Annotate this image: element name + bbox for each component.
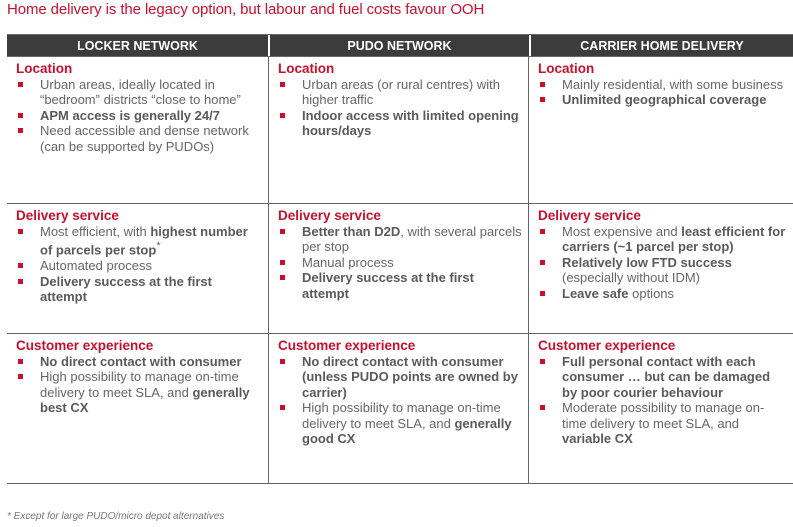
cell-pudo-delivery-service bbox=[268, 203, 529, 333]
bullet-item bbox=[16, 258, 262, 273]
cell-home-location bbox=[529, 56, 793, 203]
bullet-item bbox=[278, 400, 522, 446]
bullet-text-bold: Full personal contact with each consumer … but can be damaged by poor courier behaviour bbox=[562, 354, 771, 400]
bullet-list bbox=[538, 77, 787, 108]
cell-pudo-customer-experience bbox=[268, 333, 529, 483]
page-title: Home delivery is the legacy option, but labour and fuel costs favour OOH bbox=[7, 1, 485, 18]
bullet-item bbox=[278, 354, 522, 400]
column-header-pudo: PUDO NETWORK bbox=[268, 35, 529, 56]
cell-title: Location bbox=[278, 61, 335, 76]
bullet-text: High possibility to manage on-time delivery to meet SLA, and bbox=[302, 400, 501, 431]
bullet-text-bold: Better than D2D bbox=[302, 224, 401, 239]
bullet-item bbox=[278, 270, 522, 301]
bullet-text-bold: Delivery success at the first attempt bbox=[302, 270, 474, 301]
bullet-text: Urban areas, ideally located in “bedroom” districts “close to home” bbox=[40, 77, 241, 108]
bullet-text: (especially without IDM) bbox=[562, 270, 700, 286]
bullet-item bbox=[538, 400, 787, 446]
cell-locker-location bbox=[7, 56, 268, 203]
bullet-item bbox=[538, 286, 787, 301]
bullet-text: , with several parcels per stop bbox=[302, 224, 522, 255]
bullet-text-bold: Leave safe bbox=[562, 285, 629, 301]
bullet-item bbox=[16, 77, 262, 108]
bullet-text-bold: Delivery success at the first attempt bbox=[40, 273, 212, 304]
bullet-text: Manual process bbox=[302, 254, 394, 270]
bullet-text: Urban areas (or rural centres) with higher traffic bbox=[302, 77, 500, 108]
bullet-list bbox=[538, 354, 787, 446]
bullet-text-bold: No direct contact with consumer (unless PUDO points are owned by carrier) bbox=[302, 354, 518, 400]
comparison-table bbox=[7, 34, 793, 484]
bullet-item bbox=[16, 123, 262, 154]
cell-title: Customer experience bbox=[538, 338, 676, 353]
bullet-list bbox=[278, 224, 522, 301]
cell-title: Delivery service bbox=[538, 208, 641, 223]
bullet-item bbox=[538, 224, 787, 255]
bullet-text-bold: least efficient for carriers (~1 parcel per stop) bbox=[562, 224, 786, 255]
bullet-item bbox=[278, 224, 522, 255]
bullet-item bbox=[538, 354, 787, 400]
footnote-marker: * bbox=[156, 240, 161, 253]
bullet-item bbox=[278, 108, 522, 139]
bullet-item bbox=[16, 274, 262, 305]
cell-title: Customer experience bbox=[16, 338, 154, 353]
bullet-text: Need accessible and dense network (can be supported by PUDOs) bbox=[40, 123, 249, 154]
bullet-text-bold: variable CX bbox=[562, 431, 633, 447]
bullet-text-bold: generally good CX bbox=[302, 415, 512, 447]
bullet-text: options bbox=[628, 285, 675, 301]
bullet-text: Most expensive and bbox=[562, 224, 682, 239]
bullet-text-bold: generally best CX bbox=[40, 384, 250, 416]
bullet-text: Automated process bbox=[40, 258, 153, 274]
cell-home-customer-experience bbox=[529, 333, 793, 483]
cell-title: Delivery service bbox=[278, 208, 381, 223]
bullet-item bbox=[278, 255, 522, 270]
bullet-item bbox=[16, 224, 262, 258]
bullet-list bbox=[538, 224, 787, 301]
bullet-text-bold: APM access is generally 24/7 bbox=[40, 107, 220, 123]
bullet-text: Mainly residential, with some business bbox=[562, 77, 784, 92]
bullet-item bbox=[538, 77, 787, 92]
bullet-text-bold: highest number of parcels per stop bbox=[40, 224, 248, 258]
bullet-text: Most efficient, with bbox=[40, 224, 151, 239]
bullet-item bbox=[16, 369, 262, 415]
cell-title: Delivery service bbox=[16, 208, 119, 223]
bullet-list bbox=[278, 354, 522, 446]
cell-home-delivery-service bbox=[529, 203, 793, 333]
bullet-text: Moderate possibility to manage on-time delivery to meet SLA, and bbox=[562, 400, 765, 431]
bullet-text-bold: Indoor access with limited opening hours/days bbox=[302, 107, 519, 139]
bullet-item bbox=[16, 354, 262, 369]
bullet-list bbox=[16, 224, 262, 304]
bullet-text-bold: Relatively low FTD success bbox=[562, 254, 732, 270]
footnote: * Except for large PUDO/micro depot alternatives bbox=[7, 511, 225, 522]
bullet-list bbox=[278, 77, 522, 139]
bullet-list bbox=[16, 77, 262, 154]
bullet-item bbox=[16, 108, 262, 123]
cell-title: Location bbox=[538, 61, 595, 76]
bullet-item bbox=[278, 77, 522, 108]
bullet-text-bold: Unlimited geographical coverage bbox=[562, 92, 767, 108]
cell-locker-delivery-service bbox=[7, 203, 268, 333]
cell-pudo-location bbox=[268, 56, 529, 203]
bullet-list bbox=[16, 354, 262, 416]
bullet-item bbox=[538, 255, 787, 286]
cell-title: Location bbox=[16, 61, 73, 76]
cell-title: Customer experience bbox=[278, 338, 416, 353]
bullet-text: High possibility to manage on-time delivery to meet SLA, and bbox=[40, 369, 239, 400]
bullet-item bbox=[538, 92, 787, 107]
bullet-text-bold: No direct contact with consumer bbox=[40, 354, 242, 369]
column-header-home-delivery: CARRIER HOME DELIVERY bbox=[529, 35, 793, 56]
column-header-locker: LOCKER NETWORK bbox=[7, 35, 268, 56]
cell-locker-customer-experience bbox=[7, 333, 268, 483]
